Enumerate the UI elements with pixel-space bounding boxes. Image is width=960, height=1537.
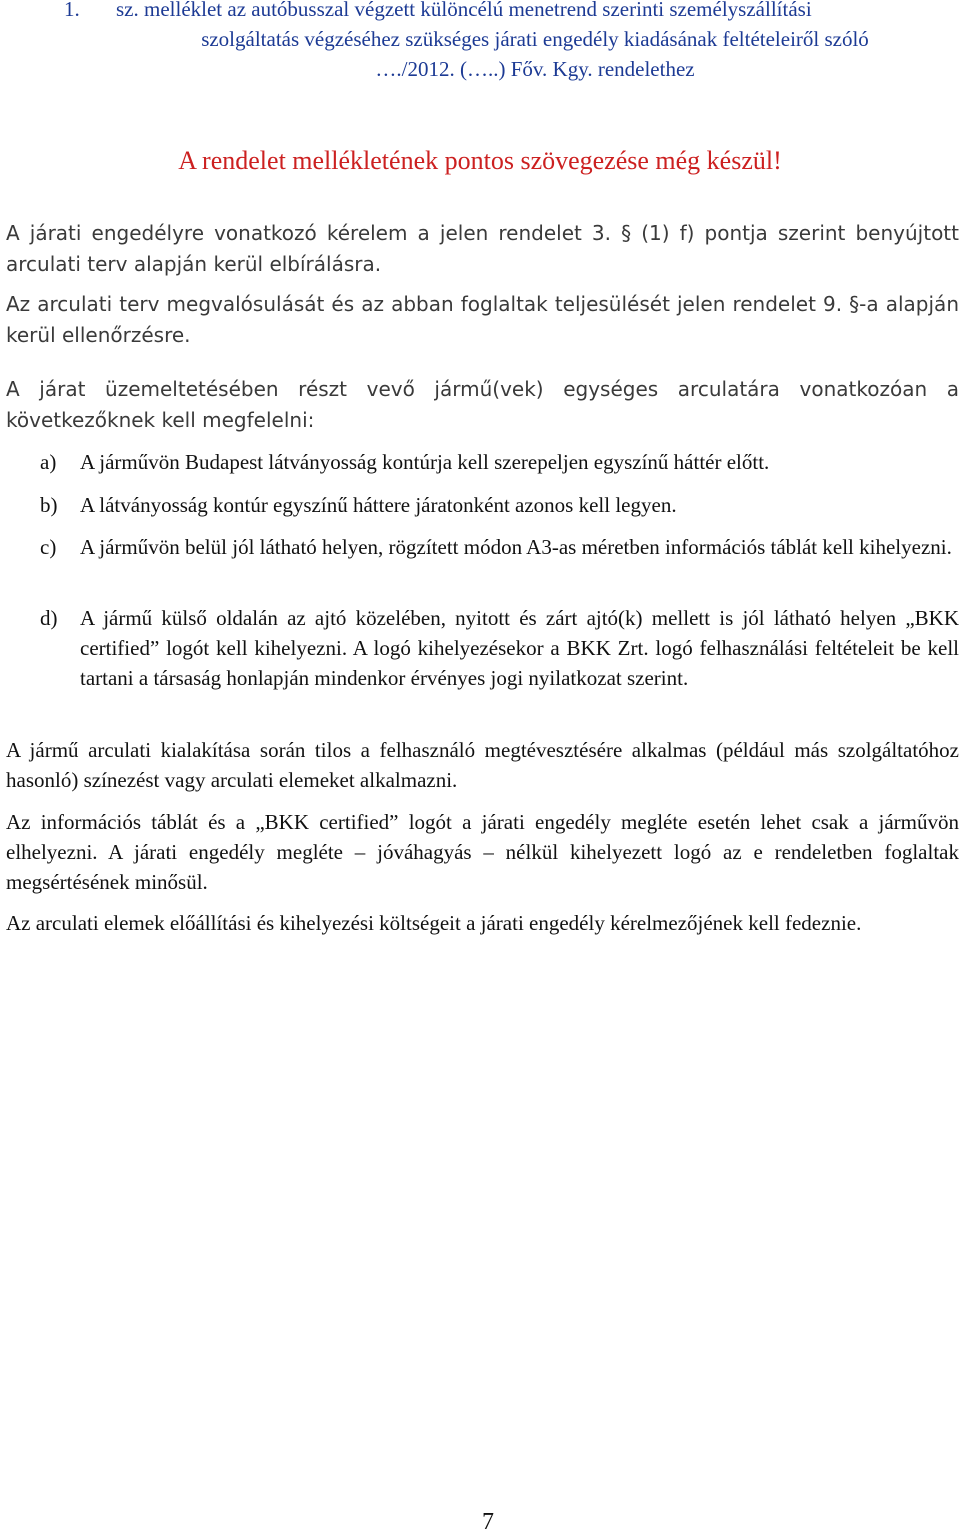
paragraph-costs: Az arculati elemek előállítási és kihelyezési költségeit a járati engedély kérelmezőjének kell fedeznie. — [6, 911, 862, 935]
heading-text — [64, 0, 954, 84]
paragraph-requirements-intro: A járat üzemeltetésében részt vevő jármű(vek) egységes arculatára vonatkozóan a következőknek kell megfelelni: — [6, 377, 959, 432]
paragraph-prohibition: A jármű arculati kialakítása során tilos a felhasználó megtévesztésére alkalmas (például más szolgáltatóhoz hasonló) színezést vagy arculati elemeket alkalmazni. — [6, 738, 959, 792]
list-item-text: A látványosság kontúr egyszínű háttere járatonként azonos kell legyen. — [80, 493, 677, 517]
list-marker: b) — [40, 493, 58, 517]
list-item-a — [40, 447, 959, 477]
list-item-text: A járművön belül jól látható helyen, rögzített módon A3-as méretben információs táblát kell kihelyezni. — [80, 535, 952, 559]
paragraph-logo-placement: Az információs táblát és a „BKK certified” logót a járati engedély megléte esetén lehet csak a járművön elhelyezni. A járati engedély megléte – jóváhagyás – nélkül kihelyezett logó az e rendeletben foglaltak megsértésének minősül. — [6, 810, 959, 894]
list-item-text: A járművön Budapest látványosság kontúrja kell szerepeljen egyszínű háttér előtt. — [80, 450, 770, 474]
heading-number: 1. — [64, 0, 80, 21]
page-number: 7 — [482, 1509, 494, 1535]
heading-line-1: sz. melléklet az autóbusszal végzett különcélú menetrend szerinti személyszállítási — [116, 0, 812, 21]
list-marker: a) — [40, 450, 57, 474]
heading-line-2: szolgáltatás végzéséhez szükséges járati engedély kiadásának feltételeiről szóló — [201, 27, 869, 51]
list-item-d — [40, 603, 959, 693]
heading-line-3: …./2012. (…..) Főv. Kgy. rendelethez — [375, 57, 695, 81]
list-marker: d) — [40, 606, 58, 630]
annex-heading — [64, 0, 954, 84]
list-item-c — [40, 532, 959, 562]
list-marker: c) — [40, 535, 57, 559]
paragraph-verification: Az arculati terv megvalósulását és az abban foglaltak teljesülését jelen rendelet 9. §-a alapján kerül ellenőrzésre. — [6, 292, 959, 347]
draft-notice: A rendelet mellékletének pontos szövegezése még készül! — [178, 146, 782, 175]
list-item-b — [40, 490, 959, 520]
list-item-text: A jármű külső oldalán az ajtó közelében, nyitott és zárt ajtó(k) mellett is jól látható helyen „BKK certified” logót kell kihelyezni. A logó kihelyezésekor a BKK Zrt. logó felhasználási feltételeit be kell tartani a társaság honlapján mindenkor érvényes jogi nyilatkozat szerint. — [80, 606, 959, 690]
paragraph-application: A járati engedélyre vonatkozó kérelem a jelen rendelet 3. § (1) f) pontja szerint benyújtott arculati terv alapján kerül elbírálásra. — [6, 221, 959, 276]
